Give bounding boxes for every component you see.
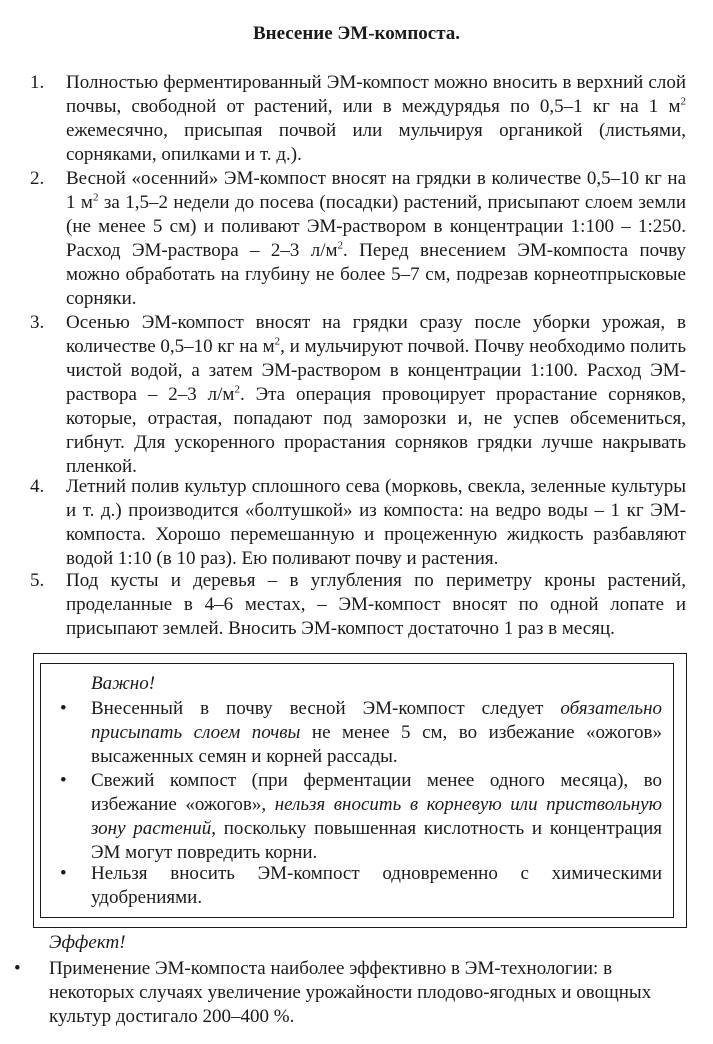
effect-text: Применение ЭМ-компоста наиболее эффективно в ЭМ-технологии: в некоторых случаях увеличение урожайности плодово-ягодных и овощных культур достигало 200–400 %. <box>49 958 652 1027</box>
important-bullet-text: Нельзя вносить ЭМ-компост одновременно с химическими удобрениями. <box>91 863 662 908</box>
effect-heading: Эффект! <box>49 932 126 953</box>
page-title: Внесение ЭМ-компоста. <box>252 23 461 44</box>
important-bullet-text: Внесенный в почву весной ЭМ-компост следует обязательно присыпать слоем почвы не менее 5 см, во избежание «ожогов» высаженных семян и корней рассады. <box>91 698 662 767</box>
list-item-text: Летний полив культур сплошного сева (морковь, свекла, зеленные культуры и т. д.) производится «болтушкой» из компоста: на ведро воды – 1 кг ЭМ-компоста. Хорошо перемешанную и процеженную жидкость разбавляют водой 1:10 (в 10 раз). Ею поливают почву и растения. <box>66 476 686 569</box>
list-number: 2. <box>30 168 45 189</box>
important-bullet-text: Свежий компост (при ферментации менее одного месяца), во избежание «ожогов», нельзя вносить в корневую или приствольную зону растений, поскольку повышенная кислотность и концентрация ЭМ могут повредить корни. <box>91 770 663 863</box>
bullet: • <box>60 863 67 884</box>
bullet: • <box>60 770 67 791</box>
list-number: 1. <box>30 72 45 93</box>
list-item-text: Осенью ЭМ-компост вносят на грядки сразу после уборки урожая, в количестве 0,5–10 кг на $м^2$, и мульчируют почвой. Почву необходимо полить чистой водой, а затем ЭМ-раствором в концентрации 1:100. Расход ЭМ-раствора – 2–3 $л/м^2$. Эта операция провоцирует прорастание сорняков, которые, отрастая, попадают под заморозки и, не успев обсемениться, гибнут. Для ускоренного прорастания сорняков грядки лучше накрывать пленкой. <box>66 312 687 477</box>
list-number: 5. <box>30 570 45 591</box>
list-number: 3. <box>30 312 45 333</box>
important-heading: Важно! <box>91 673 156 694</box>
list-item-text: Полностью ферментированный ЭМ-компост можно вносить в верхний слой почвы, свободной от растений, или в междурядья по 0,5–1 кг на 1 $м^2$ ежемесячно, присыпая почвой или мульчируя органикой (листьями, сорняками, опилками и т. д.). <box>66 72 686 165</box>
list-number: 4. <box>30 476 45 497</box>
bullet: • <box>14 958 21 979</box>
list-item-text: Под кусты и деревья – в углубления по периметру кроны растений, проделанные в 4–6 местах, – ЭМ-компост вносят по одной лопате и присыпают землей. Вносить ЭМ-компост достаточно 1 раз в месяц. <box>66 570 686 639</box>
bullet: • <box>60 698 67 719</box>
list-item-text: Весной «осенний» ЭМ-компост вносят на грядки в количестве 0,5–10 кг на 1 $м^2$ за 1,5–2 недели до посева (посадки) растений, присыпают слоем земли (не менее 5 см) и поливают ЭМ-раствором в концентрации 1:100 – 1:250. Расход ЭМ-раствора – 2–3 $л/м^2$. Перед внесением ЭМ-компоста почву можно обработать на глубину не более 5–7 см, подрезав корнеотпрысковые сорняки. <box>66 168 686 309</box>
